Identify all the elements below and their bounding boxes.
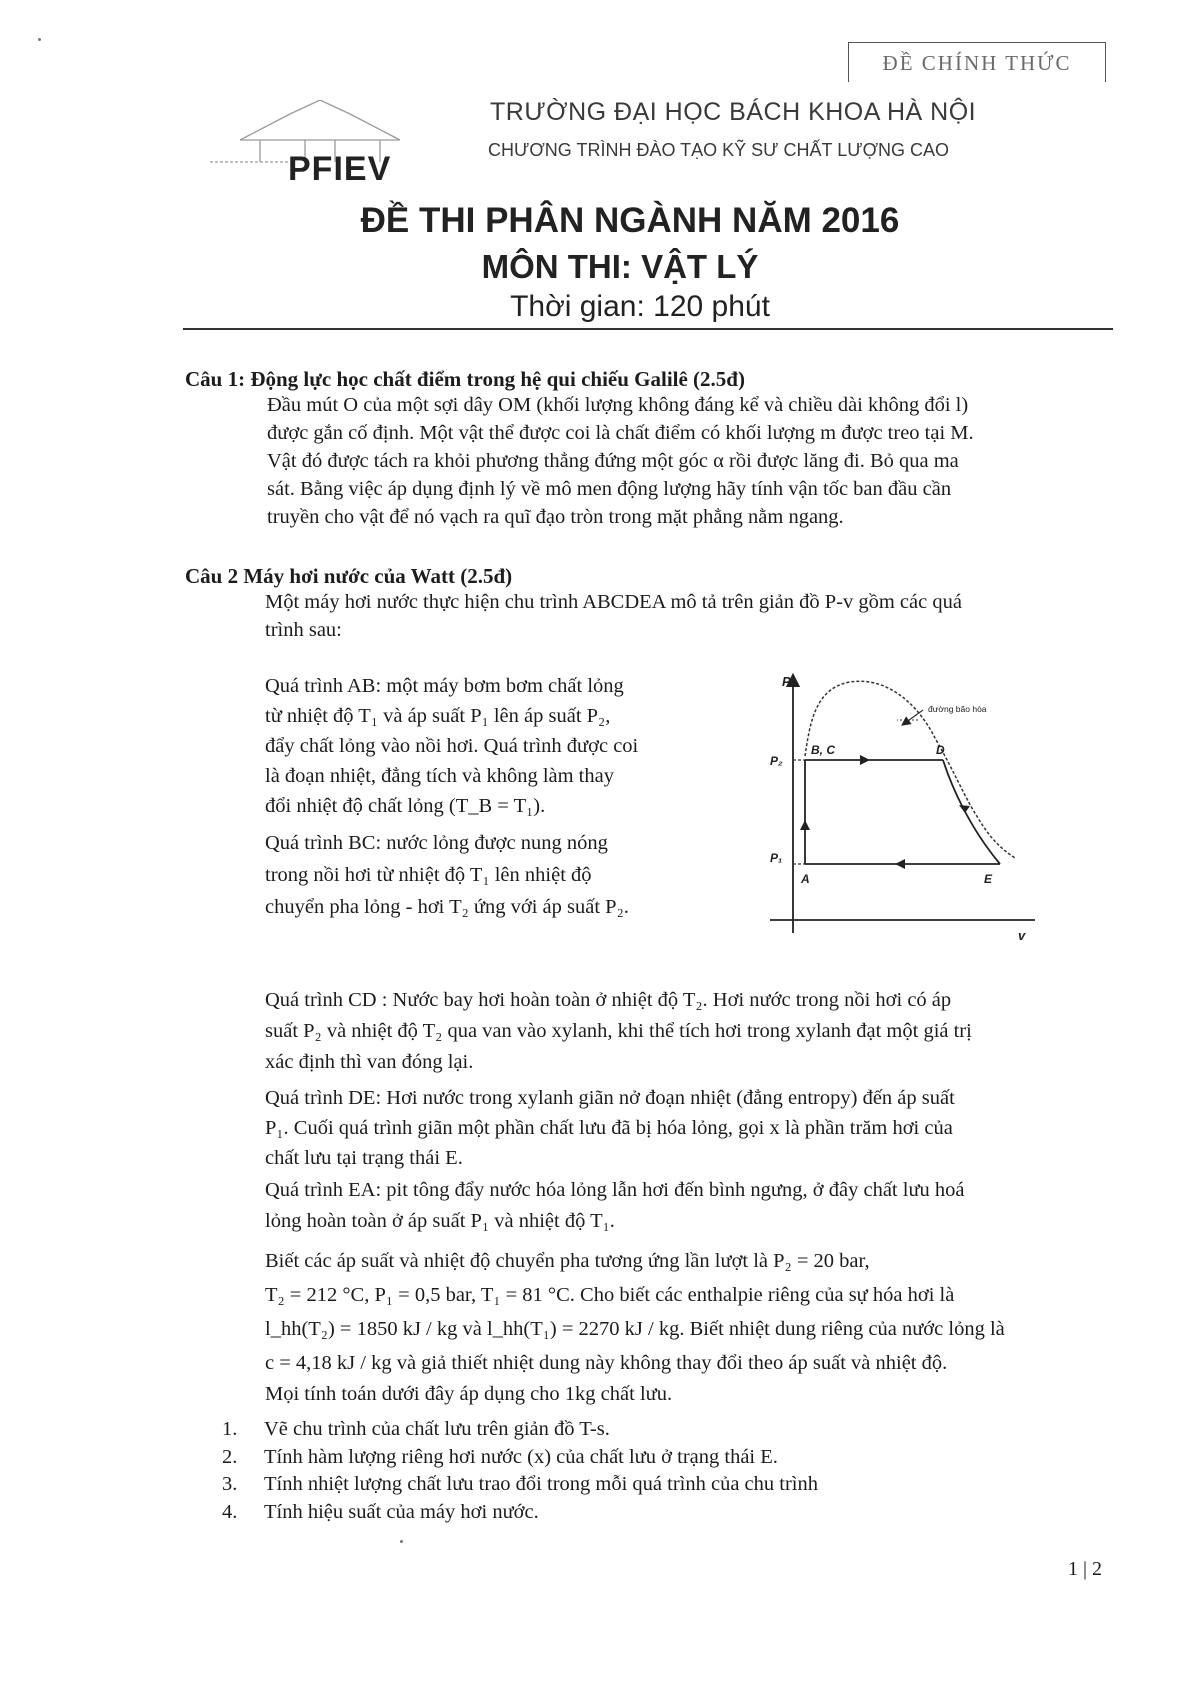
- ab-line: đổi nhiệt độ chất lỏng (T_B = T₁).: [265, 795, 546, 817]
- process-bc-text: [265, 827, 713, 923]
- process-ea-text: [265, 1175, 1113, 1237]
- task-text: Vẽ chu trình của chất lưu trên giản đồ T-s.: [264, 1418, 610, 1440]
- ab-line: là đoạn nhiệt, đẳng tích và không làm thay: [265, 765, 614, 787]
- ab-line: từ nhiệt độ T₁ và áp suất P₁ lên áp suất P₂,: [265, 705, 611, 727]
- cd-line: suất P₂ và nhiệt độ T₂ qua van vào xylanh, khi thể tích hơi trong xylanh đạt một giá trị: [265, 1020, 972, 1042]
- question-2-intro: [265, 588, 1113, 644]
- ab-line: Quá trình AB: một máy bơm bơm chất lỏng: [265, 675, 624, 697]
- process-de-curve: [943, 760, 1000, 864]
- bc-line: trong nồi hơi từ nhiệt độ T₁ lên nhiệt độ: [265, 864, 592, 886]
- task-number: 4.: [222, 1500, 238, 1523]
- ea-line: Quá trình EA: pit tông đẩy nước hóa lỏng lẫn hơi đến bình ngưng, ở đây chất lưu hoá: [265, 1179, 965, 1201]
- list-item: [222, 1416, 818, 1444]
- official-stamp: ĐỀ CHÍNH THỨC: [848, 42, 1106, 82]
- bc-line: chuyển pha lỏng - hơi T₂ ứng với áp suất P₂.: [265, 896, 629, 918]
- question-1-title: Câu 1: Động lực học chất điểm trong hệ qui chiếu Galilê (2.5đ): [185, 367, 745, 391]
- y-axis-label: P: [782, 674, 791, 689]
- title-divider: [183, 328, 1113, 330]
- question-2-title: Câu 2 Máy hơi nước của Watt (2.5đ): [185, 564, 513, 588]
- pfiev-logo: [210, 100, 460, 190]
- process-ab-text: [265, 671, 713, 821]
- data-line: l_hh(T₂) = 1850 kJ / kg và l_hh(T₁) = 2270 kJ / kg. Biết nhiệt dung riêng của nước lỏng là: [265, 1318, 1005, 1340]
- program-name: CHƯƠNG TRÌNH ĐÀO TẠO KỸ SƯ CHẤT LƯỢNG CAO: [488, 140, 950, 160]
- task-text: Tính nhiệt lượng chất lưu trao đổi trong mỗi quá trình của chu trình: [264, 1473, 818, 1495]
- university-name: TRƯỜNG ĐẠI HỌC BÁCH KHOA HÀ NỘI: [490, 98, 977, 126]
- x-axis-label: v: [1018, 928, 1026, 943]
- task-text: Tính hàm lượng riêng hơi nước (x) của chất lưu ở trạng thái E.: [264, 1445, 778, 1468]
- de-line: chất lưu tại trạng thái E.: [265, 1147, 463, 1169]
- point-a-label: A: [801, 872, 810, 886]
- scan-speck: [400, 1540, 403, 1543]
- bc-line: Quá trình BC: nước lỏng được nung nóng: [265, 832, 608, 854]
- q2-intro-line: Một máy hơi nước thực hiện chu trình ABCDEA mô tả trên giản đồ P-v gồm các quá: [265, 591, 962, 613]
- tick-p2: P₂: [770, 754, 783, 768]
- ea-line: lỏng hoàn toàn ở áp suất P₁ và nhiệt độ T₁.: [265, 1210, 615, 1232]
- q1-line: Vật đó được tách ra khỏi phương thẳng đứng một góc α rồi được lăng đi. Bỏ qua ma: [267, 450, 959, 472]
- list-item: [222, 1471, 818, 1499]
- process-cd-text: [265, 985, 1113, 1078]
- scan-speck: [38, 38, 41, 41]
- data-line: c = 4,18 kJ / kg và giả thiết nhiệt dung này không thay đổi theo áp suất và nhiệt độ.: [265, 1352, 948, 1374]
- point-d-label: D: [936, 743, 945, 757]
- task-number: 1.: [222, 1418, 238, 1440]
- ab-line: đẩy chất lỏng vào nồi hơi. Quá trình được coi: [265, 735, 639, 757]
- point-e-label: E: [984, 872, 993, 886]
- tick-p1: P₁: [770, 851, 783, 865]
- task-list: [222, 1416, 818, 1526]
- exam-subject: MÔN THI: VẬT LÝ: [481, 248, 759, 285]
- exam-title: ĐỀ THI PHÂN NGÀNH NĂM 2016: [360, 201, 900, 240]
- task-text: Tính hiệu suất của máy hơi nước.: [264, 1500, 539, 1523]
- data-line: Mọi tính toán dưới đây áp dụng cho 1kg chất lưu.: [265, 1383, 673, 1405]
- task-number: 2.: [222, 1445, 238, 1468]
- q1-line: được gắn cố định. Một vật thể được coi là chất điểm có khối lượng m được treo tại M.: [267, 422, 974, 444]
- logo-wordmark: PFIEV: [288, 150, 392, 188]
- q1-line: truyền cho vật để nó vạch ra quĩ đạo tròn trong mặt phẳng nằm ngang.: [267, 506, 844, 528]
- ea-arrow: [895, 859, 905, 869]
- q1-line: Đầu mút O của một sợi dây OM (khối lượng không đáng kể và chiều dài không đổi l): [267, 394, 969, 416]
- list-item: [222, 1499, 818, 1527]
- de-arrow: [959, 805, 970, 813]
- process-de-text: [265, 1083, 1113, 1173]
- given-data-text: [265, 1244, 1113, 1408]
- data-line: Biết các áp suất và nhiệt độ chuyển pha tương ứng lần lượt là P₂ = 20 bar,: [265, 1250, 870, 1272]
- list-item: [222, 1444, 818, 1472]
- pv-diagram: [760, 668, 1050, 948]
- point-bc-label: B, C: [811, 743, 835, 757]
- ab-arrow: [800, 820, 810, 830]
- q2-intro-line: trình sau:: [265, 619, 342, 641]
- q1-line: sát. Bằng việc áp dụng định lý về mô men động lượng hãy tính vận tốc ban đầu cần: [267, 478, 952, 500]
- task-number: 3.: [222, 1473, 238, 1495]
- page-number: 1 | 2: [1068, 1558, 1103, 1580]
- de-line: P₁. Cuối quá trình giãn một phần chất lưu đã bị hóa lỏng, gọi x là phần trăm hơi của: [265, 1117, 953, 1139]
- saturation-label: đường bão hòa: [928, 704, 987, 714]
- exam-duration: Thời gian: 120 phút: [510, 290, 770, 323]
- question-1-body: [267, 391, 1112, 531]
- de-line: Quá trình DE: Hơi nước trong xylanh giãn nở đoạn nhiệt (đẳng entropy) đến áp suất: [265, 1087, 955, 1109]
- cd-arrow: [860, 755, 870, 765]
- cd-line: Quá trình CD : Nước bay hơi hoàn toàn ở nhiệt độ T₂. Hơi nước trong nồi hơi có áp: [265, 989, 952, 1011]
- cd-line: xác định thì van đóng lại.: [265, 1051, 474, 1073]
- data-line: T₂ = 212 °C, P₁ = 0,5 bar, T₁ = 81 °C. Cho biết các enthalpie riêng của sự hóa hơi là: [265, 1284, 955, 1306]
